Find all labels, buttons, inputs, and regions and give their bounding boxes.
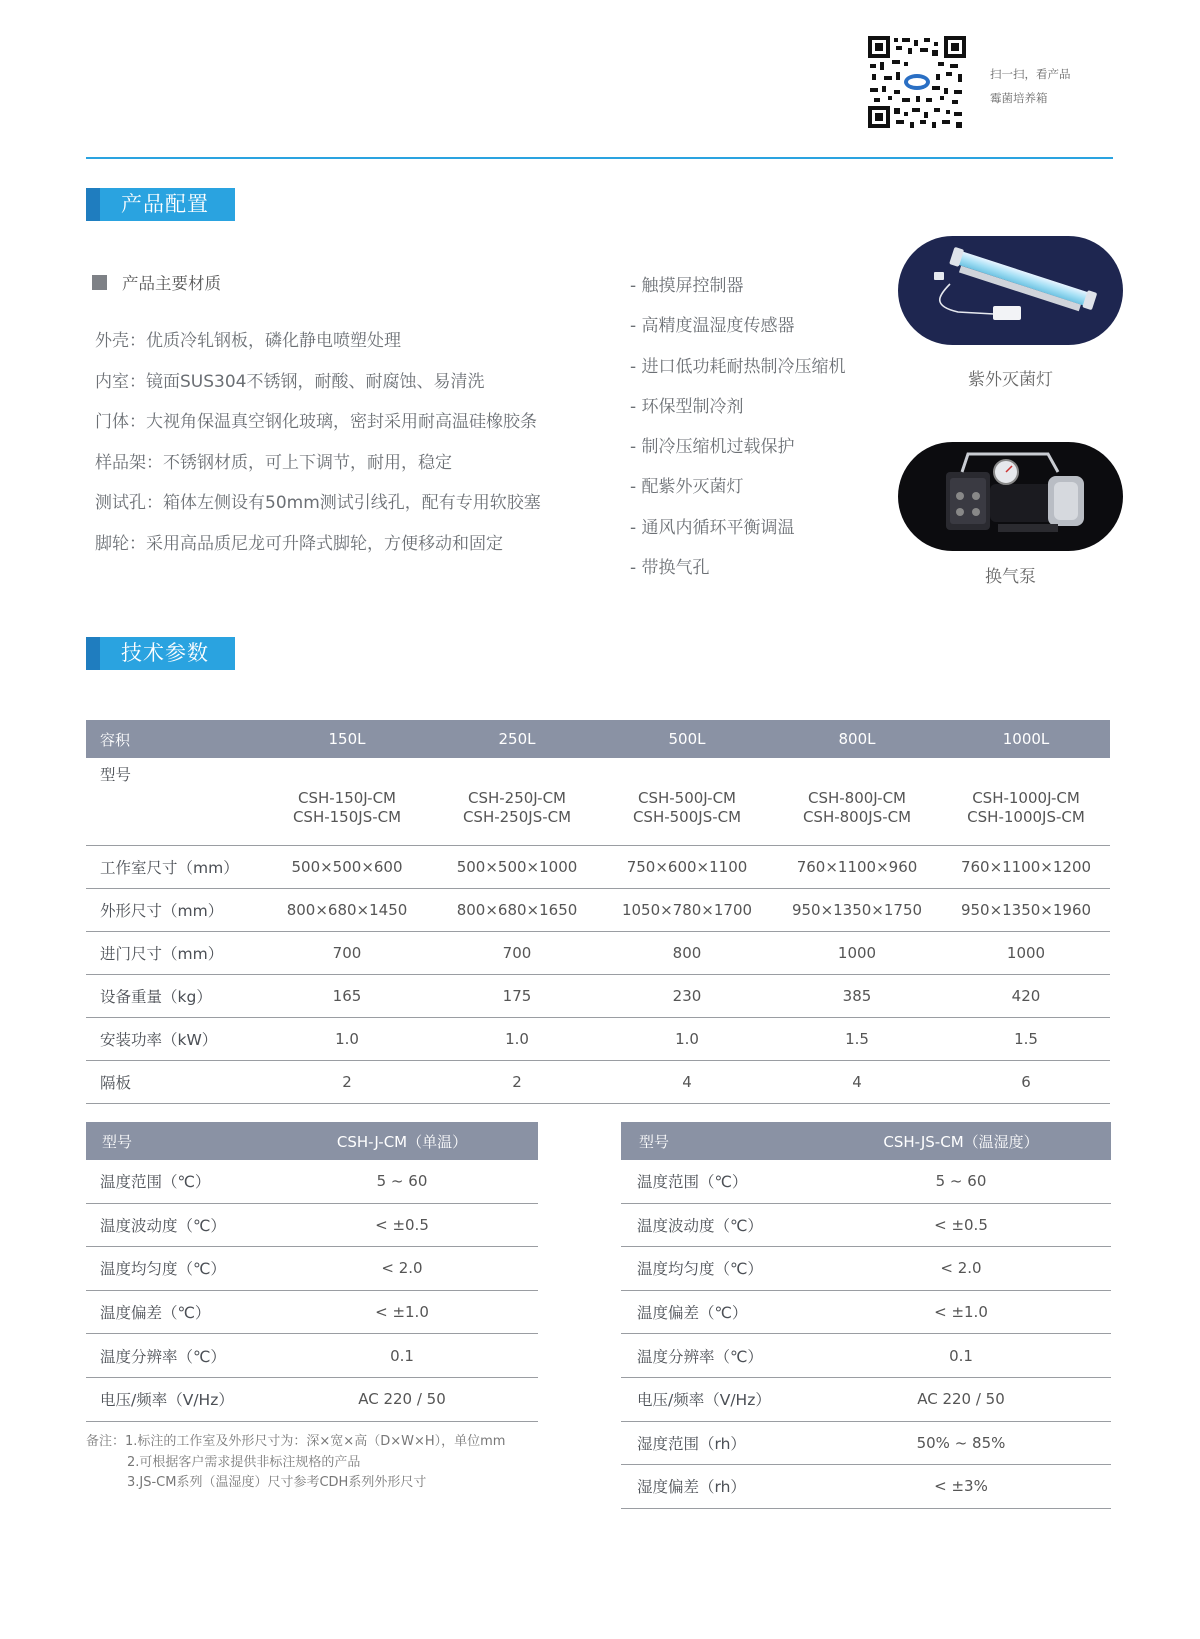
table-row (86, 889, 1110, 932)
row-label: 湿度范围（rh） (621, 1421, 811, 1465)
table-j-header (86, 1122, 538, 1160)
cell: 950×1350×1750 (772, 889, 942, 932)
table-row (621, 1421, 1111, 1465)
feature-item: - 环保型制冷剂 (630, 396, 744, 417)
cell: 750×600×1100 (602, 846, 772, 889)
cell: AC 220 / 50 (811, 1377, 1111, 1421)
cell: < 2.0 (811, 1247, 1111, 1291)
notes-label: 备注： (86, 1434, 126, 1449)
note-line: 3.JS-CM系列（温湿度）尺寸参考CDH系列外形尺寸 (127, 1475, 427, 1490)
materials-heading (92, 270, 221, 294)
model-name: CSH-150J-CM (297, 789, 397, 807)
table-row (86, 1018, 1110, 1061)
spec-header-cell: 150L (262, 720, 432, 758)
feature-item: - 高精度温湿度传感器 (630, 316, 795, 337)
header-cell: 型号 (86, 1122, 266, 1160)
note-text: 1.标注的工作室及外形尺寸为：深×宽×高（D×W×H），单位mm (125, 1434, 506, 1449)
feature-item: - 进口低功耗耐热制冷压缩机 (630, 356, 846, 377)
cell: 2 (432, 1061, 602, 1104)
section-title-tech: 技术参数 (86, 637, 235, 670)
section-title-config: 产品配置 (86, 188, 235, 221)
table-row (621, 1377, 1111, 1421)
cell: < ±1.0 (266, 1290, 538, 1334)
table-row (621, 1160, 1111, 1203)
table-row (86, 932, 1110, 975)
model-cell (262, 758, 432, 846)
cell: 1.5 (942, 1018, 1110, 1061)
table-row (621, 1334, 1111, 1378)
row-label: 温度分辨率（℃） (621, 1334, 811, 1378)
materials-item: 外壳：优质冷轧钢板，磷化静电喷塑处理 (95, 331, 401, 351)
cell: AC 220 / 50 (266, 1377, 538, 1421)
cell: 1000 (772, 932, 942, 975)
row-label: 温度偏差（℃） (86, 1290, 266, 1334)
spec-header-cell: 容积 (86, 720, 262, 758)
model-name: CSH-1000J-CM (972, 789, 1080, 807)
model-cell (602, 758, 772, 846)
spec-table (86, 720, 1110, 1104)
model-cell (942, 758, 1110, 846)
cell: 1.5 (772, 1018, 942, 1061)
cell: < ±3% (811, 1465, 1111, 1509)
cell: 6 (942, 1061, 1110, 1104)
row-label: 工作室尺寸（mm） (86, 846, 262, 889)
cell: 950×1350×1960 (942, 889, 1110, 932)
model-name: CSH-150JS-CM (292, 808, 402, 826)
model-name: CSH-800J-CM (807, 789, 907, 807)
header-cell: 型号 (621, 1122, 811, 1160)
feature-item: - 带换气孔 (630, 558, 710, 579)
air-pump-caption: 换气泵 (985, 567, 1036, 587)
cell: 4 (772, 1061, 942, 1104)
materials-list (95, 326, 541, 569)
row-label: 电压/频率（V/Hz） (86, 1377, 266, 1421)
table-row (86, 1290, 538, 1334)
cell: 500×500×1000 (432, 846, 602, 889)
header-cell: CSH-JS-CM（温湿度） (811, 1122, 1111, 1160)
row-label: 温度均匀度（℃） (86, 1247, 266, 1291)
cell: < ±1.0 (811, 1290, 1111, 1334)
cell: 760×1100×960 (772, 846, 942, 889)
table-row (621, 1203, 1111, 1247)
qr-code-icon (868, 36, 966, 128)
table-row (621, 1290, 1111, 1334)
qr-caption-line: 霉菌培养箱 (990, 91, 1048, 105)
header-cell: CSH-J-CM（单温） (266, 1122, 538, 1160)
model-name: CSH-250J-CM (467, 789, 567, 807)
qr-caption (990, 62, 1071, 110)
cell: 5 ~ 60 (266, 1160, 538, 1203)
cell: 165 (262, 975, 432, 1018)
air-pump-icon (898, 442, 1123, 551)
materials-item: 内室：镜面SUS304不锈钢，耐酸、耐腐蚀、易清洗 (95, 371, 485, 392)
cell: 0.1 (811, 1334, 1111, 1378)
note-line (86, 1432, 505, 1453)
model-name: CSH-800JS-CM (802, 808, 912, 826)
table-row (86, 1334, 538, 1378)
cell: 1000 (942, 932, 1110, 975)
cell: 230 (602, 975, 772, 1018)
spec-header-cell: 500L (602, 720, 772, 758)
model-cell (432, 758, 602, 846)
cell: 420 (942, 975, 1110, 1018)
table-row (621, 1465, 1111, 1509)
cell: 500×500×600 (262, 846, 432, 889)
spec-header-cell: 800L (772, 720, 942, 758)
cell: 1050×780×1700 (602, 889, 772, 932)
row-label: 温度波动度（℃） (621, 1203, 811, 1247)
materials-heading-text: 产品主要材质 (122, 274, 221, 293)
table-row (86, 1377, 538, 1421)
cell: 760×1100×1200 (942, 846, 1110, 889)
cell: 800×680×1650 (432, 889, 602, 932)
cell: 1.0 (602, 1018, 772, 1061)
cell: 700 (262, 932, 432, 975)
row-label: 温度波动度（℃） (86, 1203, 266, 1247)
row-label: 隔板 (86, 1061, 262, 1104)
table-js-header (621, 1122, 1111, 1160)
feature-item: - 通风内循环平衡调温 (630, 517, 795, 538)
table-row (86, 758, 1110, 846)
cell: 800×680×1450 (262, 889, 432, 932)
row-label: 电压/频率（V/Hz） (621, 1377, 811, 1421)
model-name: CSH-1000JS-CM (967, 808, 1085, 826)
table-row (86, 1247, 538, 1291)
note-line: 2.可根据客户需求提供非标注规格的产品 (127, 1454, 361, 1470)
row-label: 外形尺寸（mm） (86, 889, 262, 932)
materials-item: 测试孔：箱体左侧设有50mm测试引线孔，配有专用软胶塞 (95, 493, 541, 513)
cell: 1.0 (262, 1018, 432, 1061)
spec-table-header (86, 720, 1110, 758)
row-label: 型号 (86, 758, 262, 846)
cell: < 2.0 (266, 1247, 538, 1291)
square-bullet-icon (92, 275, 107, 290)
table-row (86, 1160, 538, 1203)
table-row (86, 1203, 538, 1247)
table-js-cm (621, 1122, 1111, 1509)
materials-item: 脚轮：采用高品质尼龙可升降式脚轮，方便移动和固定 (95, 533, 503, 554)
feature-item: - 制冷压缩机过载保护 (630, 437, 795, 458)
model-name: CSH-500JS-CM (632, 808, 742, 826)
cell: 1.0 (432, 1018, 602, 1061)
spec-header-cell: 250L (432, 720, 602, 758)
table-j-cm (86, 1122, 538, 1422)
spec-header-cell: 1000L (942, 720, 1110, 758)
model-name: CSH-500J-CM (637, 789, 737, 807)
row-label: 温度分辨率（℃） (86, 1334, 266, 1378)
row-label: 湿度偏差（rh） (621, 1465, 811, 1509)
cell: 700 (432, 932, 602, 975)
row-label: 安装功率（kW） (86, 1018, 262, 1061)
feature-item: - 触摸屏控制器 (630, 276, 744, 296)
cell: 50% ~ 85% (811, 1421, 1111, 1465)
notes (86, 1432, 505, 1494)
row-label: 设备重量（kg） (86, 975, 262, 1018)
uv-lamp-caption: 紫外灭菌灯 (968, 370, 1053, 390)
row-label: 温度偏差（℃） (621, 1290, 811, 1334)
uv-lamp-icon (898, 236, 1123, 345)
model-cell (772, 758, 942, 846)
table-row (86, 846, 1110, 889)
table-row (621, 1247, 1111, 1291)
cell: 385 (772, 975, 942, 1018)
row-label: 温度范围（℃） (86, 1160, 266, 1203)
model-name: CSH-250JS-CM (462, 808, 572, 826)
qr-caption-line: 扫一扫，看产品 (990, 67, 1071, 81)
cell: < ±0.5 (811, 1203, 1111, 1247)
materials-item: 门体：大视角保温真空钢化玻璃，密封采用耐高温硅橡胶条 (95, 412, 537, 432)
table-row (86, 975, 1110, 1018)
row-label: 进门尺寸（mm） (86, 932, 262, 975)
table-row (86, 1061, 1110, 1104)
row-label: 温度范围（℃） (621, 1160, 811, 1203)
features-list (630, 272, 846, 594)
cell: 2 (262, 1061, 432, 1104)
cell: < ±0.5 (266, 1203, 538, 1247)
materials-item: 样品架：不锈钢材质，可上下调节，耐用，稳定 (95, 452, 452, 473)
cell: 175 (432, 975, 602, 1018)
cell: 800 (602, 932, 772, 975)
cell: 4 (602, 1061, 772, 1104)
row-label: 温度均匀度（℃） (621, 1247, 811, 1291)
header-divider (86, 157, 1113, 159)
feature-item: - 配紫外灭菌灯 (630, 477, 744, 498)
cell: 5 ~ 60 (811, 1160, 1111, 1203)
cell: 0.1 (266, 1334, 538, 1378)
